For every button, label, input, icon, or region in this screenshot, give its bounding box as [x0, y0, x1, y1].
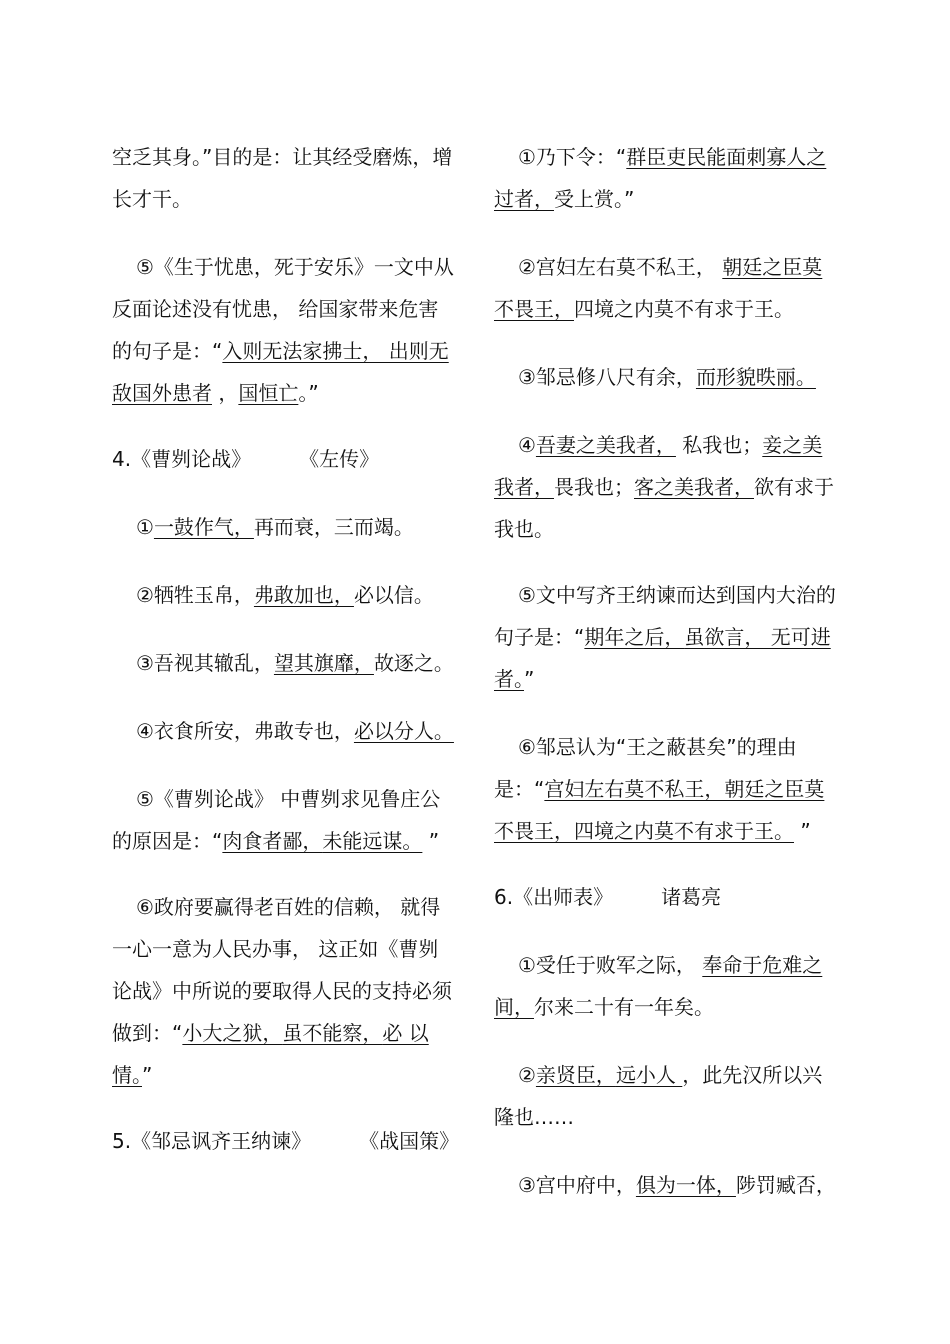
list-item: ②亲贤臣，远小人 ，此先汉所以兴隆也……: [494, 1063, 823, 1129]
section-heading: [112, 1120, 460, 1162]
answer-underline: 虽欲言， 无可进者。: [494, 625, 831, 691]
list-item: ③宫中府中，俱为一体，陟罚臧否，: [518, 1173, 836, 1197]
section-source: 《战国策》: [359, 1129, 460, 1153]
list-item: ②牺牲玉帛，弗敢加也，必以信。: [136, 583, 434, 607]
answer-underline: 而形貌昳丽。: [695, 365, 816, 389]
section-source: 诸葛亮: [661, 885, 722, 909]
list-item: ③吾视其辙乱，望其旗靡，故逐之。: [136, 651, 454, 675]
answer-underline: 国恒亡: [238, 381, 299, 405]
list-item: ④衣食所安，弗敢专也，必以分人。: [136, 719, 454, 743]
list-item: ⑤文中写齐王纳谏而达到国内大治的句子是：“期年之后，虽欲言， 无可进者。”: [494, 583, 836, 691]
answer-underline: 弗敢加也，: [253, 583, 354, 607]
answer-underline: 小大之狱，: [182, 1021, 283, 1045]
answer-underline: 一鼓作气，: [153, 515, 254, 539]
answer-underline: 群臣吏民能面刺寡人之过者，: [494, 145, 827, 211]
answer-underline: 客之美我者，: [634, 475, 754, 499]
section-title: 6.《出师表》: [494, 885, 614, 909]
section-heading: [494, 876, 839, 918]
list-item: ①乃下令：“群臣吏民能面刺寡人之过者，受上赏。”: [494, 145, 827, 211]
section-title: 5.《邹忌讽齐王纳谏》: [112, 1129, 312, 1153]
answer-underline: 妾之美我者，: [494, 433, 823, 499]
list-item: ①受任于败军之际， 奉命于危难之间，尔来二十有一年矣。: [494, 953, 823, 1019]
answer-underline: 未能远谋。: [322, 829, 423, 853]
paragraph: ⑤《生于忧患，死于安乐》一文中从反面论述没有忧患， 给国家带来危害的句子是：“入则无法家拂士， 出则无敌国外患者 ，国恒亡。”: [112, 255, 454, 405]
paragraph: 空乏其身。”目的是：让其经受磨炼，增长才干。: [112, 145, 453, 211]
answer-underline: 入则无法家拂士， 出则无敌国外患者: [112, 339, 449, 405]
list-item: ②宫妇左右莫不私王， 朝廷之臣莫不畏王，四境之内莫不有求于王。: [494, 255, 823, 321]
list-item: ⑥邹忌认为“王之蔽甚矣”的理由是：“宫妇左右莫不私王，朝廷之臣莫不畏王，四境之内莫不有求于王。 ”: [494, 735, 825, 843]
answer-underline: 虽不能察，: [282, 1021, 383, 1045]
answer-underline: 必 以情。: [112, 1021, 429, 1087]
section-source: 《左传》: [299, 447, 380, 471]
section-heading: [112, 438, 457, 480]
section-title: 4.《曹刿论战》: [112, 447, 252, 471]
answer-underline: 宫妇左右莫不私王，朝廷之臣莫不畏王，四境之内莫不有求于王。: [494, 777, 825, 843]
list-item: ⑥政府要赢得老百姓的信赖， 就得一心一意为人民办事， 这正如《曹刿论战》中所说的要取得人民的支持必须做到：“小大之狱，虽不能察，必 以情。”: [112, 895, 452, 1087]
answer-underline: 吾妻之美我者，: [535, 433, 676, 457]
answer-underline: 俱为一体，: [635, 1173, 736, 1197]
list-item: ①一鼓作气，再而衰，三而竭。: [136, 515, 414, 539]
answer-underline: 望其旗靡，: [273, 651, 374, 675]
answer-underline: 必以分人。: [353, 719, 454, 743]
answer-underline: 朝廷之臣莫不畏王，: [494, 255, 823, 321]
answer-underline: 远小人: [615, 1063, 683, 1087]
answer-underline: 亲贤臣，: [535, 1063, 616, 1087]
list-item: ④吾妻之美我者， 私我也；妾之美我者，畏我也；客之美我者，欲有求于我也。: [494, 433, 834, 541]
answer-underline: 奉命于危难之间，: [494, 953, 823, 1019]
answer-underline: 期年之后，: [584, 625, 685, 649]
answer-underline: 肉食者鄙，: [222, 829, 323, 853]
list-item: ③邹忌修八尺有余，而形貌昳丽。: [518, 365, 816, 389]
list-item: ⑤《曹刿论战》 中曹刿求见鲁庄公的原因是：“肉食者鄙，未能远谋。 ”: [112, 787, 441, 853]
